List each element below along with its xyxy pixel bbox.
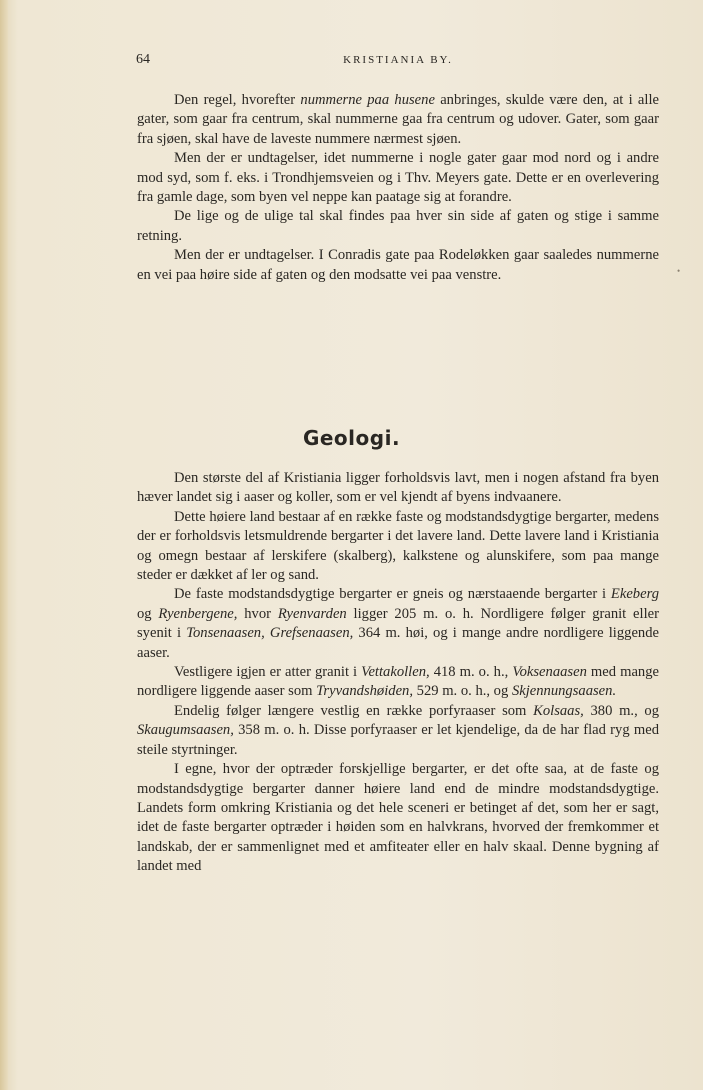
paragraph: Den regel, hvorefter nummerne paa husene anbringes, skulde være den, at i alle gater, som gaar fra centrum, skal nummerne gaa fra centrum og udover. Gater, som gaar fra sjøen, skal have de laveste nummere nærmest sjøen. bbox=[137, 92, 659, 147]
paragraph: Dette høiere land bestaar af en række faste og modstandsdygtige bergarter, medens der er forholdsvis letsmuldrende bergarter i det lavere land. Dette lavere land i Kristiania og omegn bestaar af lerskifere (skalberg), kalkstene og alunskifere, som paa mange steder er dækket af ler og sand. bbox=[137, 508, 659, 584]
page-header bbox=[136, 52, 660, 72]
paragraph: Men der er undtagelser, idet nummerne i nogle gater gaar mod nord og i andre mod syd, som f. eks. i Trondhjemsveien og i Thv. Meyers gate. Dette er en overlevering fra gamle dage, som byen vel neppe kan paatage sig at forandre. bbox=[137, 150, 659, 206]
paragraph: Vestligere igjen er atter granit i Vettakollen, 418 m. o. h., Voksenaasen med mange nordligere liggende aaser som Tryvandshøiden, 529 m. o. h., og Skjennungsaasen. bbox=[137, 664, 660, 700]
paragraph: Men der er undtagelser. I Conradis gate paa Rodeløkken gaar saaledes nummerne en vei paa høire side af gaten og den modsatte vei paa venstre. bbox=[137, 247, 659, 283]
page-spine-edge bbox=[0, 0, 8, 1090]
running-head: KRISTIANIA BY. bbox=[343, 54, 453, 66]
margin-dot: • bbox=[677, 266, 681, 276]
paragraph: Den største del af Kristiania ligger forholdsvis lavt, men i nogen afstand fra byen hæver landet sig i aaser og koller, som er vel kjendt af byens indvaanere. bbox=[137, 470, 659, 506]
paragraph: De lige og de ulige tal skal findes paa hver sin side af gaten og stige i samme retning. bbox=[137, 208, 659, 244]
paragraph: De faste modstandsdygtige bergarter er gneis og nærstaaende bergarter i Ekeberg og Ryenbergene, hvor Ryenvarden ligger 205 m. o. h. Nordligere følger granit eller syenit i Tonsenaasen, Grefsenaasen, 364 m. høi, og i mange andre nordligere liggende aaser. bbox=[137, 586, 659, 661]
geology-text bbox=[137, 469, 659, 877]
paragraph: Endelig følger længere vestlig en række porfyraaser som Kolsaas, 380 m., og Skaugumsaasen, 358 m. o. h. Disse porfyraaser er let kjendelige, da de har flad ryg med steile styrtninger. bbox=[137, 702, 660, 758]
page-number: 64 bbox=[136, 52, 150, 67]
paragraph: I egne, hvor der optræder forskjellige bergarter, er det ofte saa, at de faste og modstandsdygtige bergarter danner høiere land end de mindre modstandsdygtige. Landets form omkring Kristiania og det hele sceneri er betinget af det, som her er sagt, idet de faste bergarter optræder i høiden som en halvkrans, hvorved der fremkommer et landskab, der er sammenlignet med et amfiteater eller en halv skaal. Denne bygning af landet med bbox=[137, 761, 659, 875]
street-numbering-text bbox=[137, 91, 659, 285]
section-title: Geologi. bbox=[302, 426, 401, 450]
